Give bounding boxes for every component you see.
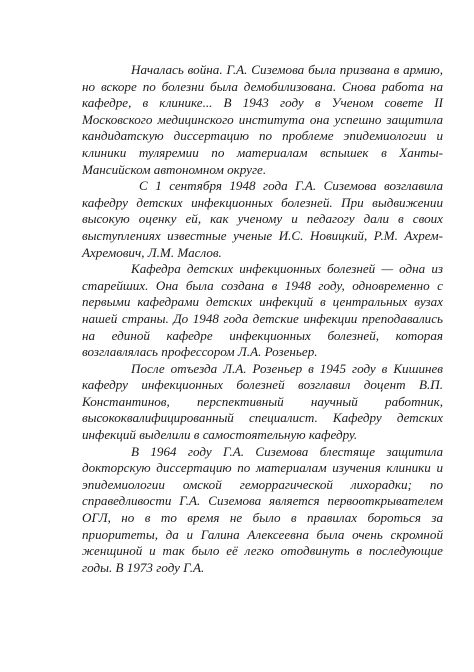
paragraph-department-history: Кафедра детских инфекционных болезней — одна из старейших. Она была создана в 1948 году, одновременно с первыми кафедрами детских инфекций в центральных вузах нашей страны. До 1948 года детские инфекции преподавались на единой кафедре инфекционных болезней, которая возглавлялась профессором Л.А. Розеньер. — [82, 261, 443, 360]
paragraph-war-years: Началась война. Г.А. Сиземова была призвана в армию, но вскоре по болезни была демобилизована. Снова работа на кафедре, в клинике... В 1943 году в Ученом совете II Московского медицинского института она успешно защитила кандидатскую диссертацию по проблеме эпидемиологии и клиники туляремии по материалам вспышек в Ханты-Мансийском автономном округе. — [82, 62, 443, 177]
paragraph-department-head: С 1 сентября 1948 года Г.А. Сиземова возглавила кафедру детских инфекционных болезней. При выдвижении высокую оценку ей, как ученому и педагогу дали в своих выступлениях известные ученые И.С. Новицкий, Р.М. Ахрем-Ахремович, Л.М. Маслов. — [82, 178, 443, 260]
document-body — [82, 62, 443, 576]
paragraph-rozenier-departure: После отъезда Л.А. Розеньер в 1945 году в Кишинев кафедру инфекционных болезней возглавил доцент В.П. Константинов, перспективный научный работник, высококвалифицированный специалист. Кафедру детских инфекций выделили в самостоятельную кафедру. — [82, 360, 443, 443]
paragraph-doctoral-thesis: В 1964 году Г.А. Сиземова блестяще защитила докторскую диссертацию по материалам изучения клиники и эпидемиологии омской геморрагической лихорадки; по справедливости Г.А. Сиземова является первооткрывателем ОГЛ, но в то время не было в правилах бороться за приоритеты, да и Галина Алексеевна была очень скромной женщиной и так было её легко отодвинуть в последующие годы. В 1973 году Г.А. — [82, 443, 443, 575]
